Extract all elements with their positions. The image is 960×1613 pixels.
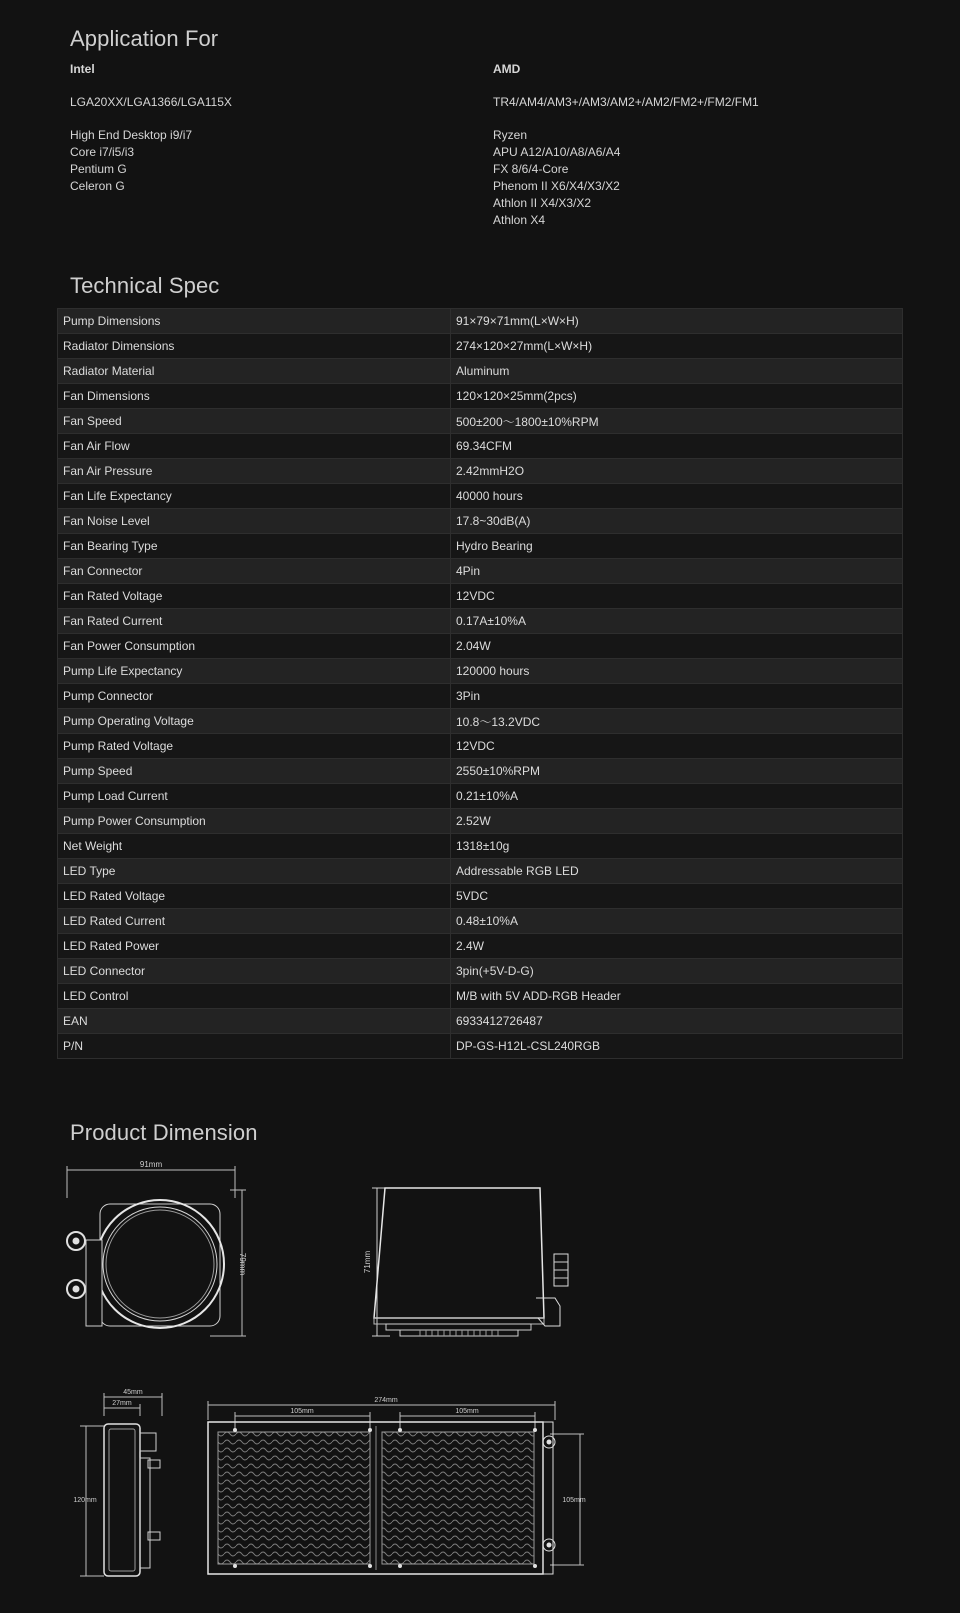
- cpu-list-item: Athlon X4: [493, 213, 546, 227]
- spec-value: 0.17A±10%A: [451, 609, 903, 634]
- spec-row: [58, 384, 903, 409]
- cpu-list-item: Athlon II X4/X3/X2: [493, 196, 592, 210]
- spec-value: 17.8~30dB(A): [451, 509, 903, 534]
- spec-value: Addressable RGB LED: [451, 859, 903, 884]
- cpu-list-item: Phenom II X6/X4/X3/X2: [493, 179, 620, 193]
- application-title: Application For: [70, 26, 219, 51]
- radiator-height-label: 120mm: [73, 1497, 97, 1504]
- spec-row: [58, 334, 903, 359]
- spec-key: Fan Rated Voltage: [58, 584, 451, 609]
- spec-row: [58, 584, 903, 609]
- spec-key: Fan Life Expectancy: [58, 484, 451, 509]
- spec-key: Fan Power Consumption: [58, 634, 451, 659]
- cpu-list-item: Ryzen: [493, 128, 528, 142]
- spec-key: Fan Rated Current: [58, 609, 451, 634]
- cpu-list-item: Core i7/i5/i3: [70, 145, 135, 159]
- spec-row: [58, 509, 903, 534]
- spec-row: [58, 834, 903, 859]
- spec-row: [58, 709, 903, 734]
- pump-depth-label: 79mm: [238, 1252, 247, 1276]
- spec-value: 3Pin: [451, 684, 903, 709]
- spec-row: [58, 409, 903, 434]
- radiator-total-thickness-label: 45mm: [123, 1389, 143, 1396]
- pump-width-label: 91mm: [139, 1160, 163, 1169]
- spec-key: Radiator Dimensions: [58, 334, 451, 359]
- spec-row: [58, 759, 903, 784]
- spec-key: LED Rated Current: [58, 909, 451, 934]
- spec-key: Fan Dimensions: [58, 384, 451, 409]
- spec-table: [57, 308, 903, 1059]
- intel-sockets: LGA20XX/LGA1366/LGA115X: [70, 95, 232, 109]
- spec-row: [58, 534, 903, 559]
- spec-key: Pump Power Consumption: [58, 809, 451, 834]
- spec-value: 2.04W: [451, 634, 903, 659]
- spec-key: Pump Dimensions: [58, 309, 451, 334]
- spec-row: [58, 559, 903, 584]
- spec-key: Radiator Material: [58, 359, 451, 384]
- spec-key: LED Connector: [58, 959, 451, 984]
- spec-key: Pump Speed: [58, 759, 451, 784]
- radiator-front-view-drawing: [200, 1390, 590, 1586]
- spec-row: [58, 1034, 903, 1059]
- spec-value: 2.42mmH2O: [451, 459, 903, 484]
- pump-side-view-drawing: [360, 1178, 580, 1338]
- radiator-left-pitch-label: 105mm: [290, 1408, 314, 1415]
- spec-value: 1318±10g: [451, 834, 903, 859]
- cpu-list-item: Celeron G: [70, 179, 125, 193]
- spec-key: LED Control: [58, 984, 451, 1009]
- spec-value: 91×79×71mm(L×W×H): [451, 309, 903, 334]
- spec-row: [58, 934, 903, 959]
- amd-sockets: TR4/AM4/AM3+/AM3/AM2+/AM2/FM2+/FM2/FM1: [493, 95, 759, 109]
- spec-key: Net Weight: [58, 834, 451, 859]
- spec-key: Fan Bearing Type: [58, 534, 451, 559]
- spec-row: [58, 909, 903, 934]
- spec-value: M/B with 5V ADD-RGB Header: [451, 984, 903, 1009]
- spec-row: [58, 634, 903, 659]
- spec-key: Pump Operating Voltage: [58, 709, 451, 734]
- spec-key: Fan Connector: [58, 559, 451, 584]
- spec-row: [58, 1009, 903, 1034]
- radiator-side-view-drawing: [60, 1386, 175, 1580]
- spec-key: Pump Rated Voltage: [58, 734, 451, 759]
- spec-row: [58, 809, 903, 834]
- spec-value: 120000 hours: [451, 659, 903, 684]
- spec-row: [58, 684, 903, 709]
- spec-row: [58, 659, 903, 684]
- cpu-list-item: High End Desktop i9/i7: [70, 128, 193, 142]
- spec-row: [58, 484, 903, 509]
- spec-key: Pump Load Current: [58, 784, 451, 809]
- spec-value: DP-GS-H12L-CSL240RGB: [451, 1034, 903, 1059]
- cpu-list-item: APU A12/A10/A8/A6/A4: [493, 145, 621, 159]
- radiator-core-thickness-label: 27mm: [112, 1400, 132, 1407]
- spec-value: 69.34CFM: [451, 434, 903, 459]
- spec-key: Fan Air Flow: [58, 434, 451, 459]
- amd-column: [493, 61, 759, 229]
- spec-value: 500±200～1800±10%RPM: [451, 409, 903, 434]
- spec-value: 0.21±10%A: [451, 784, 903, 809]
- spec-value: 2.52W: [451, 809, 903, 834]
- dimension-title: Product Dimension: [70, 1120, 258, 1145]
- spec-key: Fan Air Pressure: [58, 459, 451, 484]
- spec-key: Fan Noise Level: [58, 509, 451, 534]
- spec-value: 5VDC: [451, 884, 903, 909]
- spec-key: LED Rated Power: [58, 934, 451, 959]
- spec-row: [58, 359, 903, 384]
- spec-key: Fan Speed: [58, 409, 451, 434]
- spec-value: 274×120×27mm(L×W×H): [451, 334, 903, 359]
- cpu-list-item: Pentium G: [70, 162, 127, 176]
- spec-row: [58, 434, 903, 459]
- spec-row: [58, 734, 903, 759]
- spec-value: 0.48±10%A: [451, 909, 903, 934]
- intel-column: [70, 61, 232, 195]
- spec-key: EAN: [58, 1009, 451, 1034]
- spec-row: [58, 609, 903, 634]
- spec-key: P/N: [58, 1034, 451, 1059]
- radiator-right-pitch-label: 105mm: [455, 1408, 479, 1415]
- spec-key: Pump Life Expectancy: [58, 659, 451, 684]
- spec-row: [58, 859, 903, 884]
- spec-row: [58, 959, 903, 984]
- spec-row: [58, 884, 903, 909]
- spec-value: 12VDC: [451, 734, 903, 759]
- spec-row: [58, 784, 903, 809]
- pump-height-label: 71mm: [363, 1250, 372, 1274]
- spec-row: [58, 984, 903, 1009]
- spec-key: Pump Connector: [58, 684, 451, 709]
- intel-heading: Intel: [70, 62, 95, 76]
- amd-heading: AMD: [493, 62, 521, 76]
- spec-title: Technical Spec: [70, 273, 220, 298]
- spec-row: [58, 459, 903, 484]
- radiator-length-label: 274mm: [374, 1397, 398, 1404]
- spec-row: [58, 309, 903, 334]
- intel-cpu-list: [70, 127, 232, 195]
- spec-key: LED Rated Voltage: [58, 884, 451, 909]
- spec-value: 12VDC: [451, 584, 903, 609]
- radiator-mount-label: 105mm: [562, 1497, 586, 1504]
- spec-value: 4Pin: [451, 559, 903, 584]
- spec-value: 120×120×25mm(2pcs): [451, 384, 903, 409]
- spec-value: Aluminum: [451, 359, 903, 384]
- spec-value: 40000 hours: [451, 484, 903, 509]
- spec-value: 2550±10%RPM: [451, 759, 903, 784]
- amd-cpu-list: [493, 127, 759, 229]
- spec-value: 2.4W: [451, 934, 903, 959]
- pump-top-view-drawing: [60, 1158, 250, 1338]
- spec-value: 10.8～13.2VDC: [451, 709, 903, 734]
- spec-key: LED Type: [58, 859, 451, 884]
- spec-value: 3pin(+5V-D-G): [451, 959, 903, 984]
- cpu-list-item: FX 8/6/4-Core: [493, 162, 569, 176]
- spec-value: Hydro Bearing: [451, 534, 903, 559]
- spec-value: 6933412726487: [451, 1009, 903, 1034]
